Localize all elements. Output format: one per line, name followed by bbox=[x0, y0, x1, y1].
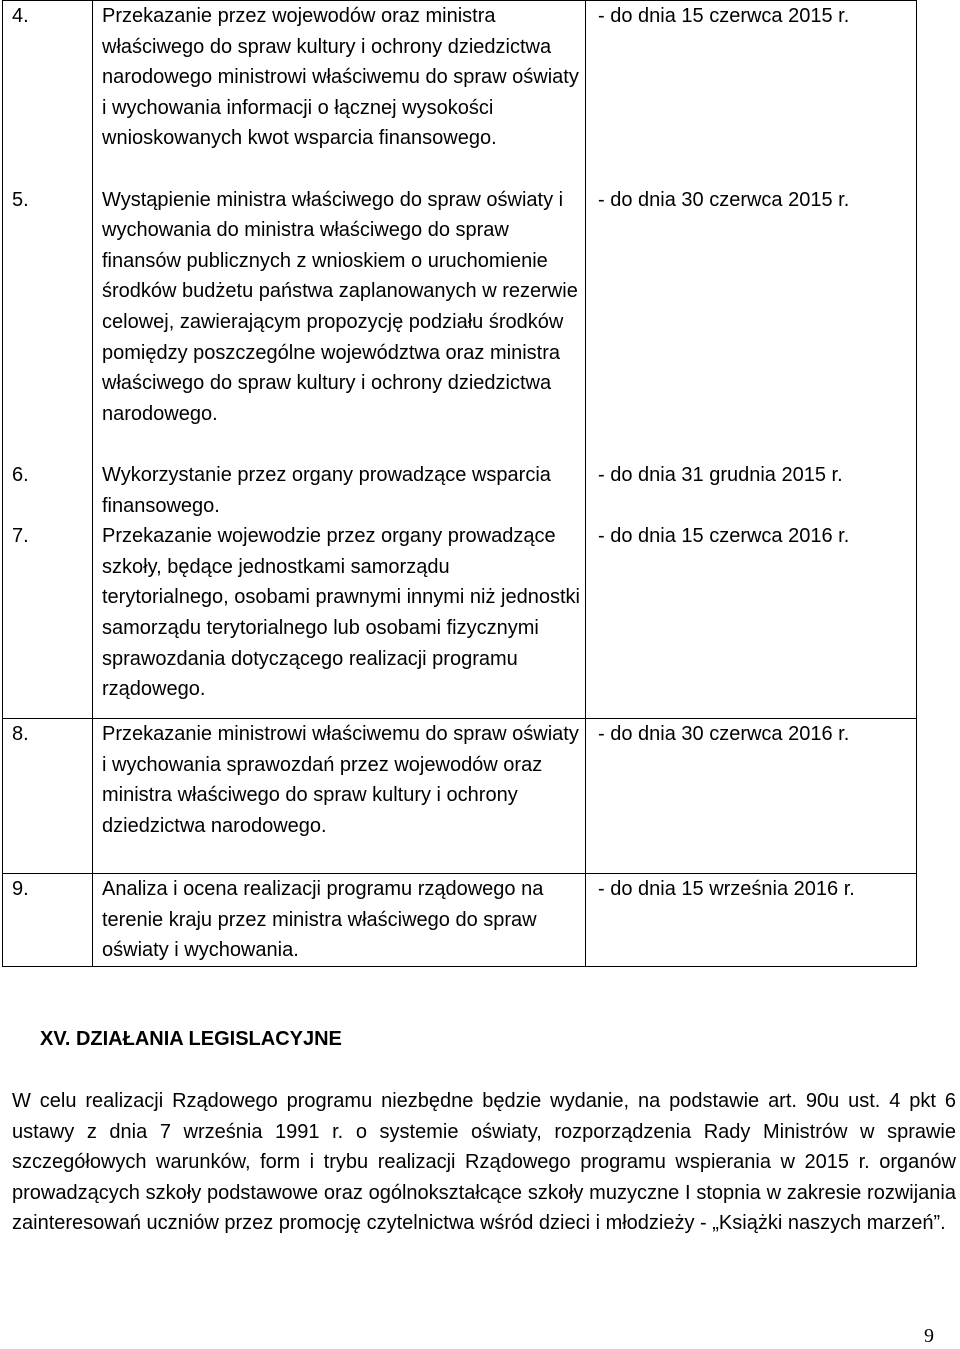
deadline-cell bbox=[586, 874, 917, 967]
schedule-table bbox=[2, 0, 917, 967]
deadline-text: - do dnia 30 czerwca 2016 r. bbox=[598, 723, 850, 745]
page-number: 9 bbox=[924, 1325, 934, 1347]
item-number-cell bbox=[3, 719, 93, 874]
task-description-cell bbox=[93, 874, 586, 967]
task-text: Przekazanie ministrowi właściwemu do spraw oświaty i wychowania sprawozdań przez wojewodów oraz ministra właściwego do spraw kultury i ochrony dziedzictwa narodowego. bbox=[102, 723, 579, 837]
item-number: 6. bbox=[12, 463, 29, 486]
task-text: Przekazanie wojewodzie przez organy prowadzące szkoły, będące jednostkami samorządu terytorialnego, osobami prawnymi innymi niż jednostki samorządu terytorialnego lub osobami fizycznymi sprawozdania dotyczącego realizacji programu rządowego. bbox=[102, 525, 580, 701]
task-description-cell bbox=[93, 719, 586, 874]
task-text: Analiza i ocena realizacji programu rządowego na terenie kraju przez ministra właściwego do spraw oświaty i wychowania. bbox=[102, 878, 544, 962]
table-row bbox=[3, 1, 917, 719]
item-number: 7. bbox=[12, 525, 29, 548]
deadline-cell bbox=[586, 719, 917, 874]
item-number-cell bbox=[3, 874, 93, 967]
table-row bbox=[3, 719, 917, 874]
table-row bbox=[3, 874, 917, 967]
item-number: 4. bbox=[12, 5, 29, 27]
deadline-text: - do dnia 15 września 2016 r. bbox=[598, 878, 855, 900]
section-paragraph: W celu realizacji Rządowego programu niezbędne będzie wydanie, na podstawie art. 90u ust. 4 pkt 6 ustawy z dnia 7 września 1991 r. o systemie oświaty, rozporządzenia Rady Ministrów w sprawie szczegółowych warunków, form i trybu realizacji Rządowego programu wspierania w 2015 r. organów prowadzących szkoły podstawowe oraz ogólnokształcące szkoły muzyczne I stopnia w zakresie rozwijania zainteresowań uczniów przez promocję czytelnictwa wśród dzieci i młodzieży - „Książki naszych marzeń”. bbox=[12, 1090, 956, 1234]
deadline-text: - do dnia 15 czerwca 2016 r. bbox=[598, 525, 850, 548]
task-text: Wykorzystanie przez organy prowadzące wsparcia finansowego. bbox=[102, 463, 551, 517]
item-number: 5. bbox=[12, 188, 29, 211]
deadline-text: - do dnia 31 grudnia 2015 r. bbox=[598, 463, 843, 486]
item-number: 8. bbox=[12, 723, 29, 745]
deadline-text: - do dnia 15 czerwca 2015 r. bbox=[598, 5, 850, 27]
task-text: Wystąpienie ministra właściwego do spraw oświaty i wychowania do ministra właściwego do spraw finansów publicznych z wnioskiem o uruchomienie środków budżetu państwa zaplanowanych w rezerwie celowej, zawierającym propozycję podziału środków pomiędzy poszczególne województwa oraz ministra właściwego do spraw kultury i ochrony dziedzictwa narodowego. bbox=[102, 188, 578, 425]
item-number: 9. bbox=[12, 878, 29, 900]
section-heading: XV. DZIAŁANIA LEGISLACYJNE bbox=[40, 1028, 342, 1050]
task-text: Przekazanie przez wojewodów oraz ministra właściwego do spraw kultury i ochrony dziedzictwa narodowego ministrowi właściwemu do spraw oświaty i wychowania informacji o łącznej wysokości wnioskowanych kwot wsparcia finansowego. bbox=[102, 5, 579, 150]
deadline-text: - do dnia 30 czerwca 2015 r. bbox=[598, 188, 850, 211]
item-number-cell bbox=[3, 1, 93, 719]
task-description-cell bbox=[93, 1, 586, 719]
deadline-cell bbox=[586, 1, 917, 719]
